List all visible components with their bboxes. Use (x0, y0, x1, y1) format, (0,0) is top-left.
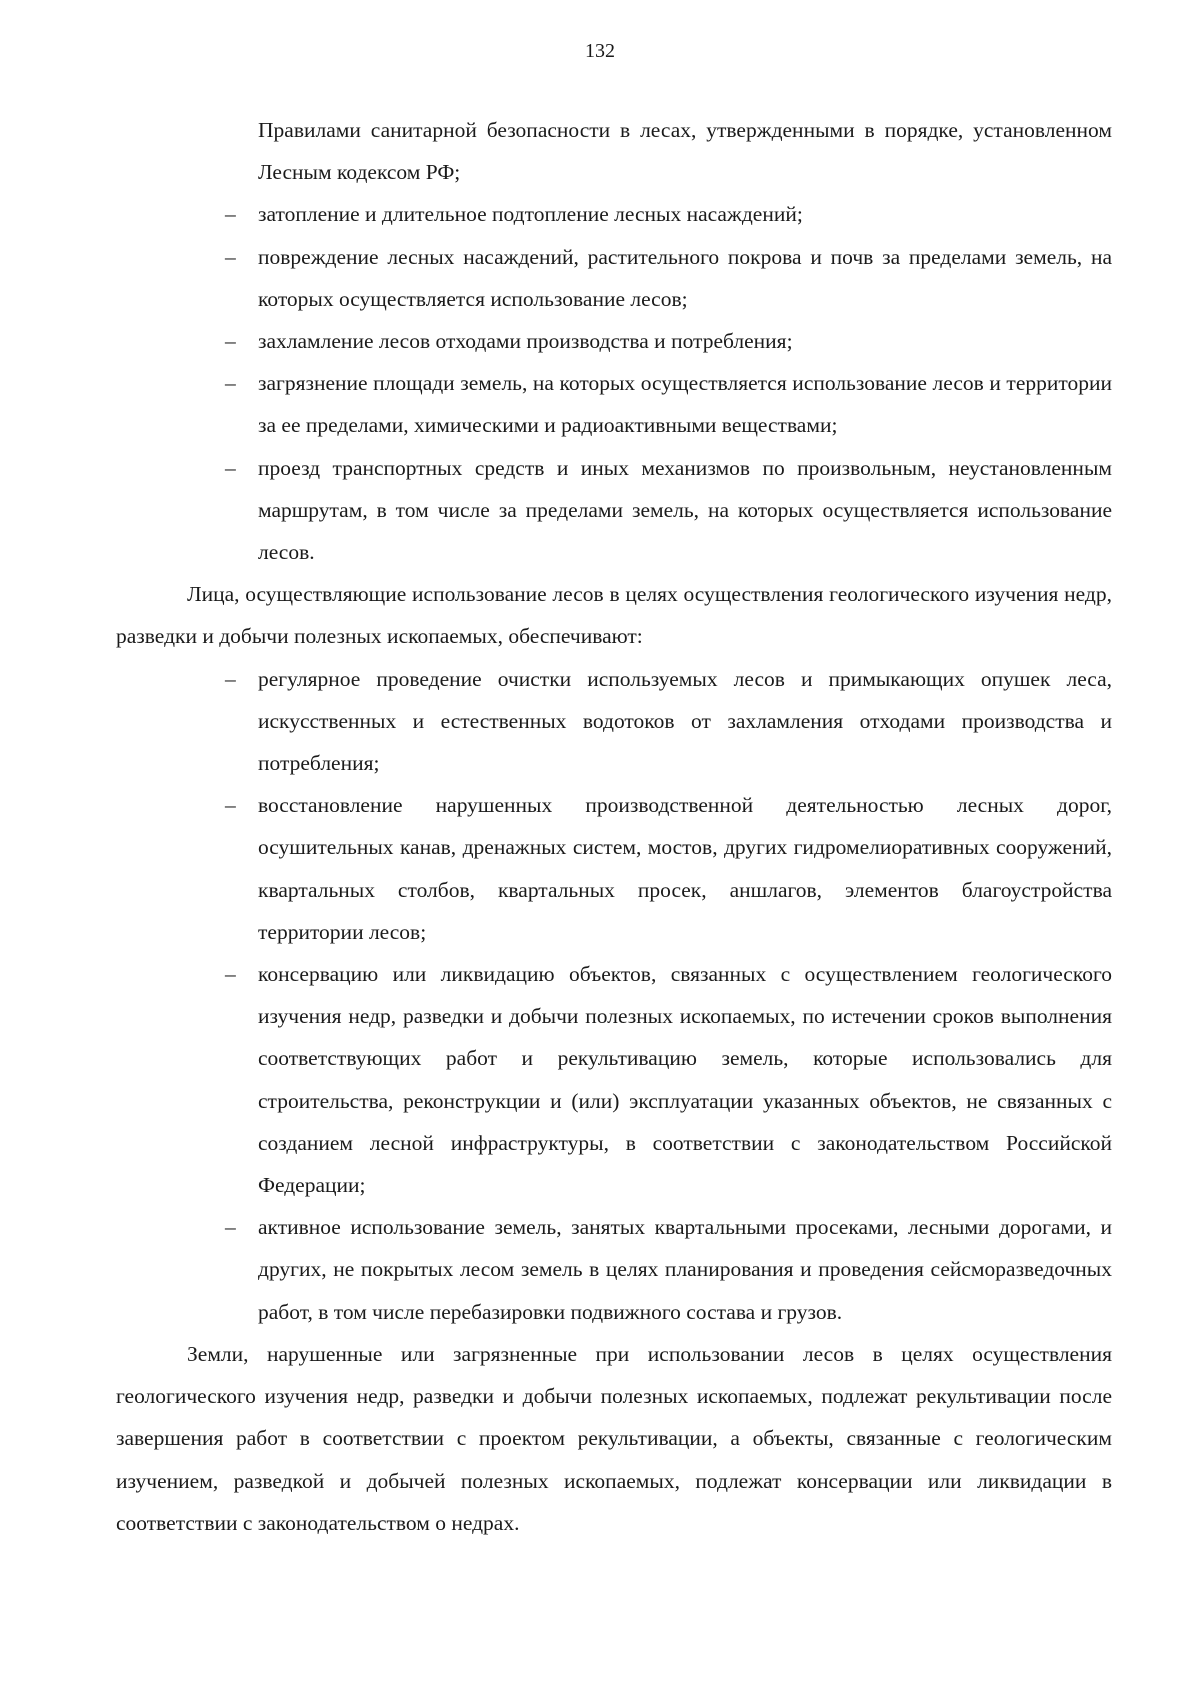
page-number: 132 (585, 40, 615, 62)
dash-bullet: – (225, 202, 236, 227)
list-item (225, 236, 1112, 320)
list-item (225, 362, 1112, 446)
list-item-text: повреждение лесных насаждений, растительного покрова и почв за пределами земель, на которых осуществляется использование лесов; (258, 244, 1112, 311)
list-item (225, 1206, 1112, 1333)
list-item (225, 953, 1112, 1206)
list-item (225, 658, 1112, 785)
dash-bullet: – (225, 962, 236, 987)
list-item (225, 784, 1112, 953)
list-item-text: захламление лесов отходами производства и потребления; (258, 329, 793, 354)
body-paragraph: Лица, осуществляющие использование лесов в целях осуществления геологического изучения недр, разведки и добычи полезных ископаемых, обеспечивают: (116, 582, 1112, 649)
dash-bullet: – (225, 1215, 236, 1240)
body-paragraph: Земли, нарушенные или загрязненные при использовании лесов в целях осуществления геологического изучения недр, разведки и добычи полезных ископаемых, подлежат рекультивации после завершения работ в соответствии с проектом рекультивации, а объекты, связанные с геологическим изучением, разведкой и добычей полезных ископаемых, подлежат консервации или ликвидации в соответствии с законодательством о недрах. (116, 1341, 1112, 1535)
list-item-text: регулярное проведение очистки используемых лесов и примыкающих опушек леса, искусственных и естественных водотоков от захламления отходами производства и потребления; (258, 666, 1112, 776)
list-item-text: проезд транспортных средств и иных механизмов по произвольным, неустановленным маршрутам, в том числе за пределами земель, на которых осуществляется использование лесов. (258, 455, 1112, 565)
dash-bullet: – (225, 666, 236, 691)
continued-paragraph: Правилами санитарной безопасности в лесах, утвержденными в порядке, установленном Лесным кодексом РФ; (258, 118, 1112, 185)
list-item (225, 320, 1112, 362)
list-item-text: восстановление нарушенных производственной деятельностью лесных дорог, осушительных канав, дренажных систем, мостов, других гидромелиоративных сооружений, квартальных столбов, квартальных просек, аншлагов, элементов благоустройства территории лесов; (258, 793, 1112, 944)
dash-bullet: – (225, 455, 236, 480)
list-item-text: затопление и длительное подтопление лесных насаждений; (258, 202, 803, 227)
dash-bullet: – (225, 793, 236, 818)
list-item-text: консервацию или ликвидацию объектов, связанных с осуществлением геологического изучения недр, разведки и добычи полезных ископаемых, по истечении сроков выполнения соответствующих работ и рекультивацию земель, которые использовались для строительства, реконструкции и (или) эксплуатации указанных объектов, не связанных с созданием лесной инфраструктуры, в соответствии с законодательством Российской Федерации; (258, 962, 1112, 1198)
obligations-list (116, 658, 1112, 1333)
page-content (116, 109, 1112, 1544)
list-item-text: загрязнение площади земель, на которых осуществляется использование лесов и территории за ее пределами, химическими и радиоактивными веществами; (258, 371, 1112, 438)
dash-bullet: – (225, 329, 236, 354)
list-item-text: активное использование земель, занятых квартальными просеками, лесными дорогами, и других, не покрытых лесом земель в целях планирования и проведения сейсморазведочных работ, в том числе перебазировки подвижного состава и грузов. (258, 1215, 1112, 1324)
dash-bullet: – (225, 244, 236, 269)
list-item (225, 447, 1112, 574)
list-item (225, 193, 1112, 235)
dash-bullet: – (225, 371, 236, 396)
prohibited-actions-list (116, 193, 1112, 573)
